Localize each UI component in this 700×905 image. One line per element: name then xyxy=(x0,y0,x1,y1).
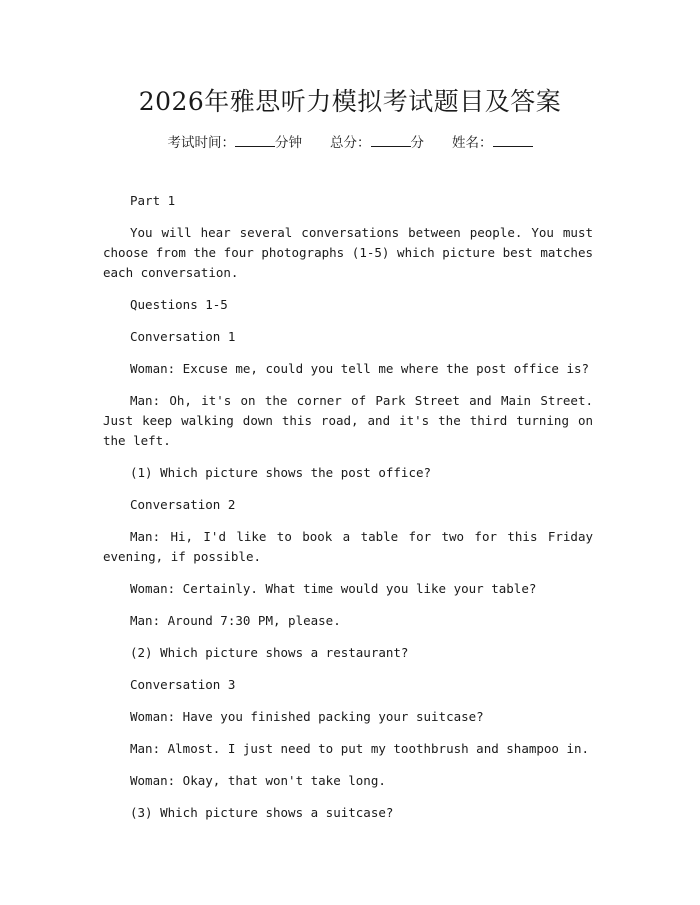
questions-heading: Questions 1-5 xyxy=(130,297,228,312)
exam-time-blank xyxy=(235,133,275,147)
conversation-heading: Conversation 3 xyxy=(130,677,236,692)
dialogue-line: Woman: Certainly. What time would you like your table? xyxy=(130,581,537,596)
dialogue-line: Man: Around 7:30 PM, please. xyxy=(130,613,341,628)
document-body xyxy=(103,191,593,835)
exam-time-unit: 分钟 xyxy=(275,135,302,151)
name-blank xyxy=(493,133,533,147)
question-item: (2) Which picture shows a restaurant? xyxy=(130,645,409,660)
name-label: 姓名： xyxy=(452,135,493,151)
total-score-label: 总分： xyxy=(330,135,371,151)
total-score-unit: 分 xyxy=(410,135,424,151)
conversation-heading: Conversation 1 xyxy=(130,329,236,344)
instructions: You will hear several conversations between people. You must choose from the four photographs (1-5) which picture best matches each conversation. xyxy=(103,225,593,280)
dialogue-line: Man: Almost. I just need to put my toothbrush and shampoo in. xyxy=(130,741,590,756)
dialogue-line: Man: Oh, it's on the corner of Park Street and Main Street. Just keep walking down this road, and it's the third turning on the left. xyxy=(103,393,593,448)
exam-info-line xyxy=(0,131,700,151)
dialogue-line: Woman: Excuse me, could you tell me where the post office is? xyxy=(130,361,590,376)
section-heading: Part 1 xyxy=(130,193,176,208)
total-score-blank xyxy=(371,133,411,147)
question-item: (3) Which picture shows a suitcase? xyxy=(130,805,394,820)
document-title: 2026年雅思听力模拟考试题目及答案 xyxy=(138,87,562,116)
dialogue-line: Woman: Okay, that won't take long. xyxy=(130,773,386,788)
question-item: (1) Which picture shows the post office? xyxy=(130,465,432,480)
exam-time-label: 考试时间： xyxy=(167,135,235,151)
dialogue-line: Woman: Have you finished packing your suitcase? xyxy=(130,709,484,724)
conversation-heading: Conversation 2 xyxy=(130,497,236,512)
dialogue-line: Man: Hi, I'd like to book a table for two for this Friday evening, if possible. xyxy=(103,529,593,564)
